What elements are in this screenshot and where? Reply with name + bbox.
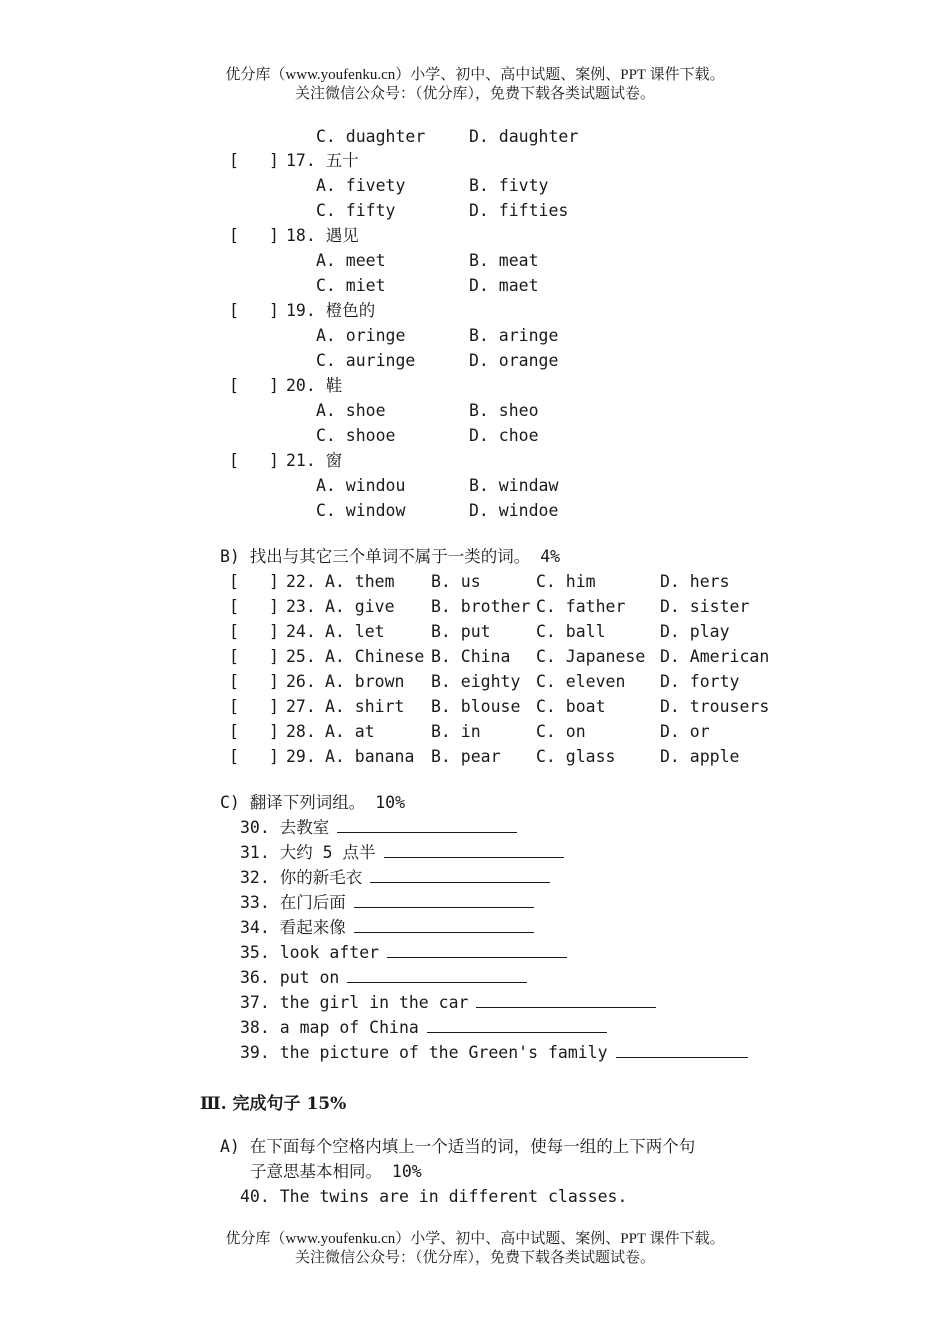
answer-bracket-right: ] [269, 672, 279, 691]
translation-item [240, 1042, 748, 1064]
option-b: B. meat [469, 251, 539, 270]
question-stem: 17. 五十 [286, 151, 359, 170]
section-3a-line-2: 子意思基本相同。 10% [250, 1162, 422, 1181]
row-number: 28. [286, 722, 316, 741]
answer-blank[interactable] [384, 843, 564, 858]
answer-bracket-left[interactable]: [ [229, 672, 239, 691]
page-footer [0, 1230, 950, 1268]
answer-bracket-right: ] [269, 572, 279, 591]
option-d: D. sister [660, 597, 750, 616]
answer-blank[interactable] [476, 993, 656, 1008]
answer-bracket-left[interactable]: [ [229, 747, 239, 766]
q16-option-d: D. daughter [469, 127, 579, 146]
option-a: A. Chinese [325, 647, 425, 666]
answer-blank[interactable] [354, 893, 534, 908]
option-d: D. choe [469, 426, 539, 445]
answer-bracket-left[interactable]: [ [229, 647, 239, 666]
item-text: 34. 看起来像 [240, 918, 346, 937]
page-header [0, 66, 950, 104]
option-a: A. banana [325, 747, 415, 766]
answer-bracket-left[interactable]: [ [229, 697, 239, 716]
option-a: A. them [325, 572, 395, 591]
question-stem: 20. 鞋 [286, 376, 343, 395]
translation-item [240, 1017, 607, 1039]
answer-bracket-right: ] [269, 697, 279, 716]
option-d: D. orange [469, 351, 559, 370]
answer-bracket-right: ] [269, 226, 279, 245]
item-text: 39. the picture of the Green's family [240, 1043, 608, 1062]
option-a: A. fivety [316, 176, 406, 195]
option-d: D. maet [469, 276, 539, 295]
option-c: C. ball [536, 622, 606, 641]
row-number: 23. [286, 597, 316, 616]
item-text: 30. 去教室 [240, 818, 330, 837]
option-d: D. play [660, 622, 730, 641]
answer-blank[interactable] [427, 1018, 607, 1033]
option-d: D. trousers [660, 697, 770, 716]
item-text: 37. the girl in the car [240, 993, 469, 1012]
translation-item [240, 867, 550, 889]
answer-bracket-right: ] [269, 622, 279, 641]
option-c: C. Japanese [536, 647, 646, 666]
part-c-title: C) 翻译下列词组。 10% [220, 793, 406, 812]
answer-blank[interactable] [616, 1043, 748, 1058]
answer-bracket-right: ] [269, 151, 279, 170]
section-3a-line-1: A) 在下面每个空格内填上一个适当的词，使每一组的上下两个句 [220, 1137, 696, 1156]
option-b: B. brother [431, 597, 531, 616]
footer-line-1: 优分库（www.youfenku.cn）小学、初中、高中试题、案例、PPT 课件下载。 [225, 1231, 725, 1247]
answer-bracket-left[interactable]: [ [229, 722, 239, 741]
header-line-1: 优分库（www.youfenku.cn）小学、初中、高中试题、案例、PPT 课件下载。 [225, 67, 725, 83]
translation-item [240, 842, 564, 864]
row-number: 22. [286, 572, 316, 591]
option-b: B. us [431, 572, 481, 591]
answer-bracket-left[interactable]: [ [229, 597, 239, 616]
item-text: 31. 大约 5 点半 [240, 843, 376, 862]
option-c: C. auringe [316, 351, 416, 370]
answer-bracket-left[interactable]: [ [229, 451, 239, 470]
option-b: B. aringe [469, 326, 559, 345]
answer-bracket-left[interactable]: [ [229, 376, 239, 395]
option-c: C. him [536, 572, 596, 591]
answer-bracket-right: ] [269, 747, 279, 766]
footer-line-2: 关注微信公众号：（优分库），免费下载各类试题试卷。 [294, 1250, 655, 1266]
answer-bracket-right: ] [269, 301, 279, 320]
option-d: D. American [660, 647, 770, 666]
item-text: 32. 你的新毛衣 [240, 868, 363, 887]
row-number: 26. [286, 672, 316, 691]
option-a: A. shirt [325, 697, 405, 716]
translation-item [240, 917, 534, 939]
section-3-title: Ⅲ. 完成句子 15% [200, 1094, 347, 1114]
answer-blank[interactable] [354, 918, 534, 933]
option-c: C. window [316, 501, 406, 520]
item-text: 33. 在门后面 [240, 893, 346, 912]
option-a: A. brown [325, 672, 405, 691]
option-c: C. glass [536, 747, 616, 766]
option-d: D. fifties [469, 201, 569, 220]
item-text: 35. look after [240, 943, 380, 962]
option-d: D. forty [660, 672, 740, 691]
option-a: A. meet [316, 251, 386, 270]
translation-item [240, 892, 534, 914]
row-number: 24. [286, 622, 316, 641]
option-a: A. windou [316, 476, 406, 495]
option-d: D. apple [660, 747, 740, 766]
answer-bracket-right: ] [269, 597, 279, 616]
answer-blank[interactable] [347, 968, 527, 983]
item-text: 36. put on [240, 968, 340, 987]
answer-bracket-left[interactable]: [ [229, 151, 239, 170]
answer-bracket-right: ] [269, 451, 279, 470]
answer-bracket-right: ] [269, 722, 279, 741]
header-line-2: 关注微信公众号：（优分库），免费下载各类试题试卷。 [294, 86, 655, 102]
answer-blank[interactable] [370, 868, 550, 883]
row-number: 29. [286, 747, 316, 766]
option-c: C. boat [536, 697, 606, 716]
option-a: A. shoe [316, 401, 386, 420]
question-40: 40. The twins are in different classes. [240, 1187, 628, 1206]
option-c: C. miet [316, 276, 386, 295]
translation-item [240, 992, 656, 1014]
option-a: A. let [325, 622, 385, 641]
q16-option-c: C. duaghter [316, 127, 426, 146]
option-c: C. fifty [316, 201, 396, 220]
row-number: 27. [286, 697, 316, 716]
answer-blank[interactable] [337, 818, 517, 833]
option-d: D. windoe [469, 501, 559, 520]
answer-bracket-left[interactable]: [ [229, 622, 239, 641]
answer-bracket-left[interactable]: [ [229, 572, 239, 591]
question-stem: 21. 窗 [286, 451, 343, 470]
option-b: B. in [431, 722, 481, 741]
translation-item [240, 967, 527, 989]
option-b: B. China [431, 647, 511, 666]
option-a: A. give [325, 597, 395, 616]
question-stem: 18. 遇见 [286, 226, 359, 245]
answer-bracket-left[interactable]: [ [229, 301, 239, 320]
option-d: D. hers [660, 572, 730, 591]
translation-item [240, 817, 517, 839]
option-b: B. sheo [469, 401, 539, 420]
answer-blank[interactable] [387, 943, 567, 958]
option-b: B. windaw [469, 476, 559, 495]
option-a: A. at [325, 722, 375, 741]
translation-item [240, 942, 567, 964]
question-stem: 19. 橙色的 [286, 301, 376, 320]
option-b: B. eighty [431, 672, 521, 691]
item-text: 38. a map of China [240, 1018, 419, 1037]
option-a: A. oringe [316, 326, 406, 345]
answer-bracket-left[interactable]: [ [229, 226, 239, 245]
option-b: B. pear [431, 747, 501, 766]
row-number: 25. [286, 647, 316, 666]
part-b-title: B) 找出与其它三个单词不属于一类的词。 4% [220, 547, 561, 566]
option-c: C. eleven [536, 672, 626, 691]
option-c: C. shooe [316, 426, 396, 445]
answer-bracket-right: ] [269, 376, 279, 395]
option-b: B. fivty [469, 176, 549, 195]
answer-bracket-right: ] [269, 647, 279, 666]
option-b: B. put [431, 622, 491, 641]
option-c: C. on [536, 722, 586, 741]
option-c: C. father [536, 597, 626, 616]
option-d: D. or [660, 722, 710, 741]
option-b: B. blouse [431, 697, 521, 716]
